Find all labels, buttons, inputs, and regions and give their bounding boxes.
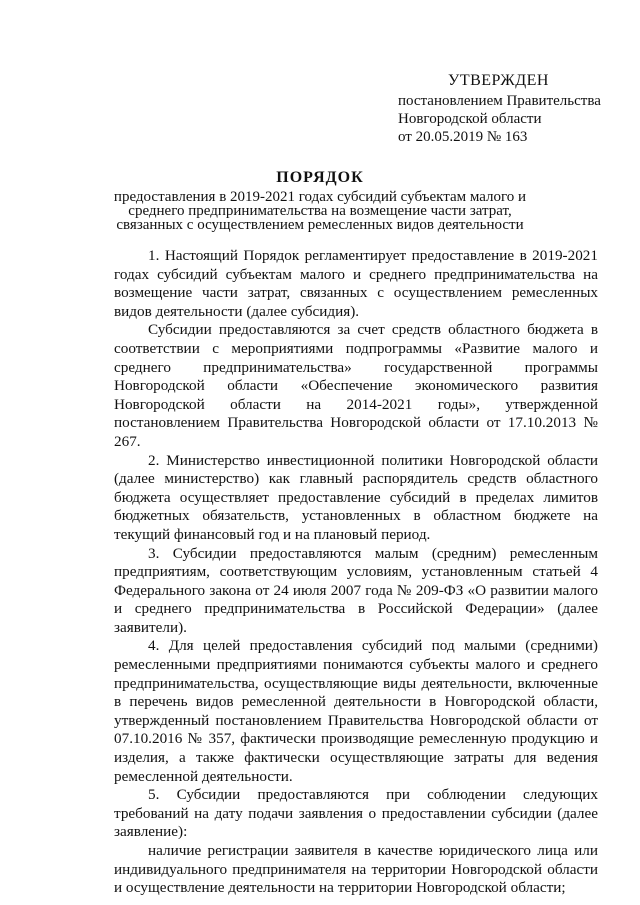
approval-line: постановлением Правительства bbox=[398, 93, 601, 109]
document-title: ПОРЯДОК bbox=[276, 169, 364, 186]
paragraph-1: 1. Настоящий Порядок регламентирует предоставление в 2019-2021 годах субсидий субъектам малого и среднего предпринимательства на возмещение части затрат, связанных с осуществлением ремесленных видов деятельности (далее субсидия). bbox=[114, 247, 598, 320]
approval-stamp bbox=[398, 72, 628, 146]
approval-line: Новгородской области bbox=[398, 111, 542, 127]
approval-date-line: от 20.05.2019 № 163 bbox=[398, 129, 528, 145]
paragraph-5-requirement: наличие регистрации заявителя в качестве юридического лица или индивидуального предпринимателя на территории Новгородской области и осуществление деятельности на территории Новгородской области; bbox=[114, 842, 598, 897]
paragraph-4: 4. Для целей предоставления субсидий под малыми (средними) ремесленными предприятиями понимаются субъекты малого и среднего предпринимательства, осуществляющие виды деятельности, включенные в перечень видов ремесленной деятельности в Новгородской области, утвержденный постановлением Правительства Новгородской области от 07.10.2016 № 357, фактически производящие ремесленную продукцию и изделия, а также фактически осуществляющие затраты для ведения ремесленной деятельности. bbox=[114, 637, 598, 785]
approval-heading: УТВЕРЖДЕН bbox=[448, 72, 549, 89]
paragraph-5: 5. Субсидии предоставляются при соблюдении следующих требований на дату подачи заявления о предоставлении субсидии (далее заявление): bbox=[114, 786, 598, 841]
document-subtitle: предоставления в 2019-2021 годах субсидий субъектам малого и среднего предпринимательства на возмещение части затрат, связанных с осуществлением ремесленных видов деятельности bbox=[113, 189, 527, 233]
paragraph-3: 3. Субсидии предоставляются малым (средним) ремесленным предприятиям, соответствующим условиям, установленным статьей 4 Федерального закона от 24 июля 2007 года № 209-ФЗ «О развитии малого и среднего предпринимательства в Российской Федерации» (далее заявители). bbox=[114, 544, 598, 636]
paragraph-1-continued: Субсидии предоставляются за счет средств областного бюджета в соответствии с мероприятиями подпрограммы «Развитие малого и среднего предпринимательства» государственной программы Новгородской области «Обеспечение экономического развития Новгородской области на 2014-2021 годы», утвержденной постановлением Правительства Новгородской области от 17.10.2013 № 267. bbox=[114, 321, 598, 450]
document-body bbox=[114, 247, 598, 898]
paragraph-2: 2. Министерство инвестиционной политики Новгородской области (далее министерство) как главный распорядитель средств областного бюджета осуществляет предоставление субсидий в пределах лимитов бюджетных обязательств, установленных в областном бюджете на текущий финансовый год и на плановый период. bbox=[114, 451, 598, 543]
